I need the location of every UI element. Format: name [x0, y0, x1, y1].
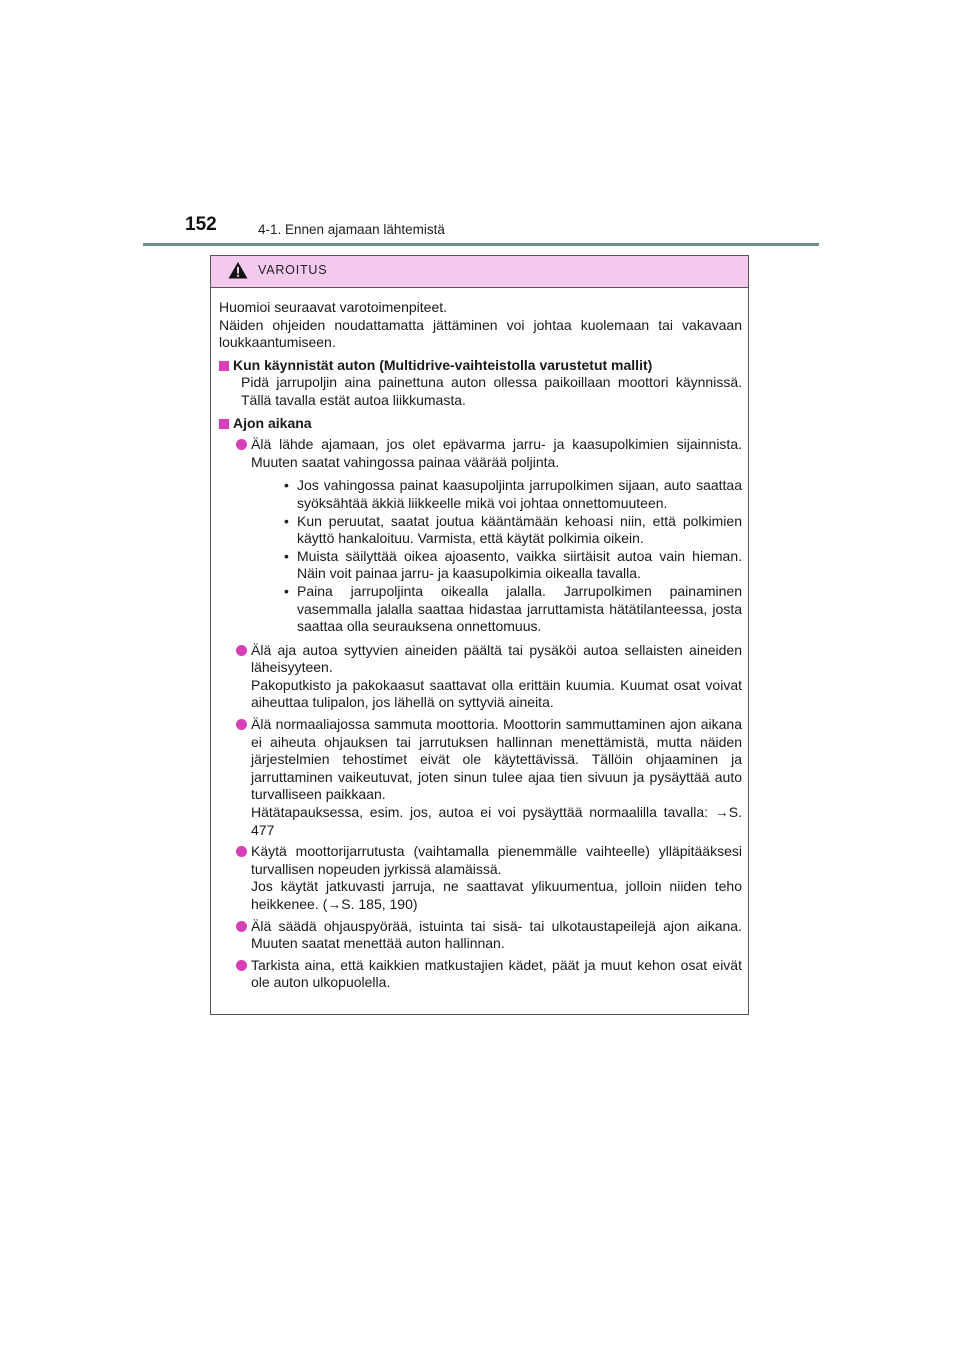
- section-heading: [219, 415, 742, 433]
- intro-line: Huomioi seuraavat varotoimenpiteet.: [219, 299, 448, 315]
- item-text: Älä normaaliajossa sammuta moottoria. Moottorin sammuttaminen ajon aikana ei aiheuta ohjauksen tai jarrutuksen hallinnan menettämistä, mutta näiden järjestelmien tehostimet eivät ole käytettävissä. Tällöin ohjaaminen ja jarruttaminen vaikeutuvat, joten sinun tulee ajaa tien sivuun ja pysäyttää auto turvalliseen paikkaan.: [251, 716, 742, 803]
- item-text: Tarkista aina, että kaikkien matkustajien kädet, päät ja muut kehon osat eivät ole auton ulkopuolella.: [251, 956, 742, 991]
- round-bullet-icon: [236, 960, 247, 971]
- sub-text: Paina jarrupoljinta oikealla jalalla. Jarrupolkimen painaminen vasemmalla jalalla saattaa hidastaa jarruttamista hätätilanteessa, josta saattaa olla seurauksena onnettomuus.: [297, 582, 742, 635]
- sub-bullet: •: [284, 477, 289, 494]
- list-item: [219, 918, 742, 953]
- sub-list-item: [284, 513, 742, 548]
- warning-triangle-icon: [228, 261, 248, 279]
- round-bullet-icon: [236, 846, 247, 857]
- list-item: [219, 642, 742, 712]
- section-heading: [219, 357, 742, 375]
- section-heading-text: Ajon aikana: [233, 414, 312, 431]
- section-text: Pidä jarrupoljin aina painettuna auton ollessa paikoillaan moottori käynnissä. Tällä tavalla estät autoa liikkumasta.: [241, 374, 742, 408]
- item-text: Älä lähde ajamaan, jos olet epävarma jarru- ja kaasupolkimien sijainnista. Muuten saatat vahingossa painaa väärää poljinta.: [251, 436, 742, 470]
- warning-title: VAROITUS: [258, 263, 328, 277]
- list-item: [219, 843, 742, 913]
- sub-list-item: [284, 477, 742, 512]
- sub-list: [284, 477, 742, 635]
- sub-list-item: [284, 548, 742, 583]
- round-bullet-icon: [236, 645, 247, 656]
- page-number: 152: [185, 214, 217, 235]
- item-text: Pakoputkisto ja pakokaasut saattavat olla erittäin kuumia. Kuumat osat voivat aiheuttaa tulipalon, jos lähellä on syttyviä aineita.: [251, 676, 742, 711]
- list-item: [219, 436, 742, 638]
- sub-list-item: [284, 583, 742, 636]
- intro-line: Näiden ohjeiden noudattamatta jättäminen voi johtaa kuolemaan tai vakavaan loukkaantumiseen.: [219, 316, 742, 351]
- sub-bullet: •: [284, 547, 289, 564]
- sub-text: Muista säilyttää oikea ajoasento, vaikka siirtäisit autoa vain hieman. Näin voit painaa jarru- ja kaasupolkimia oikealla tavalla.: [297, 547, 742, 582]
- round-bullet-icon: [236, 719, 247, 730]
- square-bullet-icon: [219, 361, 229, 371]
- sub-bullet: •: [284, 582, 289, 599]
- round-bullet-icon: [236, 921, 247, 932]
- item-text: Älä säädä ohjauspyörää, istuinta tai sisä- tai ulkotaustapeilejä ajon aikana. Muuten saatat menettää auton hallinnan.: [251, 917, 742, 952]
- section-title: 4-1. Ennen ajamaan lähtemistä: [258, 222, 445, 237]
- item-text: Jos käytät jatkuvasti jarruja, ne saattavat ylikuumentua, jolloin niiden teho heikkenee. (→S. 185, 190): [251, 878, 742, 912]
- section-heading-text: Kun käynnistät auton (Multidrive-vaihteistolla varustetut mallit): [233, 356, 653, 373]
- sub-text: Jos vahingossa painat kaasupoljinta jarrupolkimen sijaan, auto saattaa syöksähtää äkkiä liikkeelle mikä voi johtaa onnettomuuteen.: [297, 477, 742, 511]
- sub-bullet: •: [284, 512, 289, 529]
- item-text: Käytä moottorijarrutusta (vaihtamalla pienemmälle vaihteelle) ylläpitääksesi turvallisen nopeuden jyrkissä alamäissä.: [251, 843, 742, 877]
- warning-header: [211, 256, 748, 288]
- item-text: Älä aja autoa syttyvien aineiden päältä tai pysäköi autoa sellaisten aineiden läheisyyteen.: [251, 641, 742, 676]
- list-item: [219, 716, 742, 839]
- square-bullet-icon: [219, 419, 229, 429]
- warning-box: [210, 255, 749, 1015]
- warning-body: [211, 288, 748, 992]
- item-text: Hätätapauksessa, esim. jos, autoa ei voi pysäyttää normaalilla tavalla: →S. 477: [251, 804, 742, 838]
- sub-text: Kun peruutat, saatat joutua kääntämään kehoasi niin, että polkimien käyttö hankaloituu. Varmista, että käytät polkimia oikein.: [297, 512, 742, 547]
- list-item: [219, 957, 742, 992]
- header-rule: [143, 243, 819, 246]
- round-bullet-icon: [236, 439, 247, 450]
